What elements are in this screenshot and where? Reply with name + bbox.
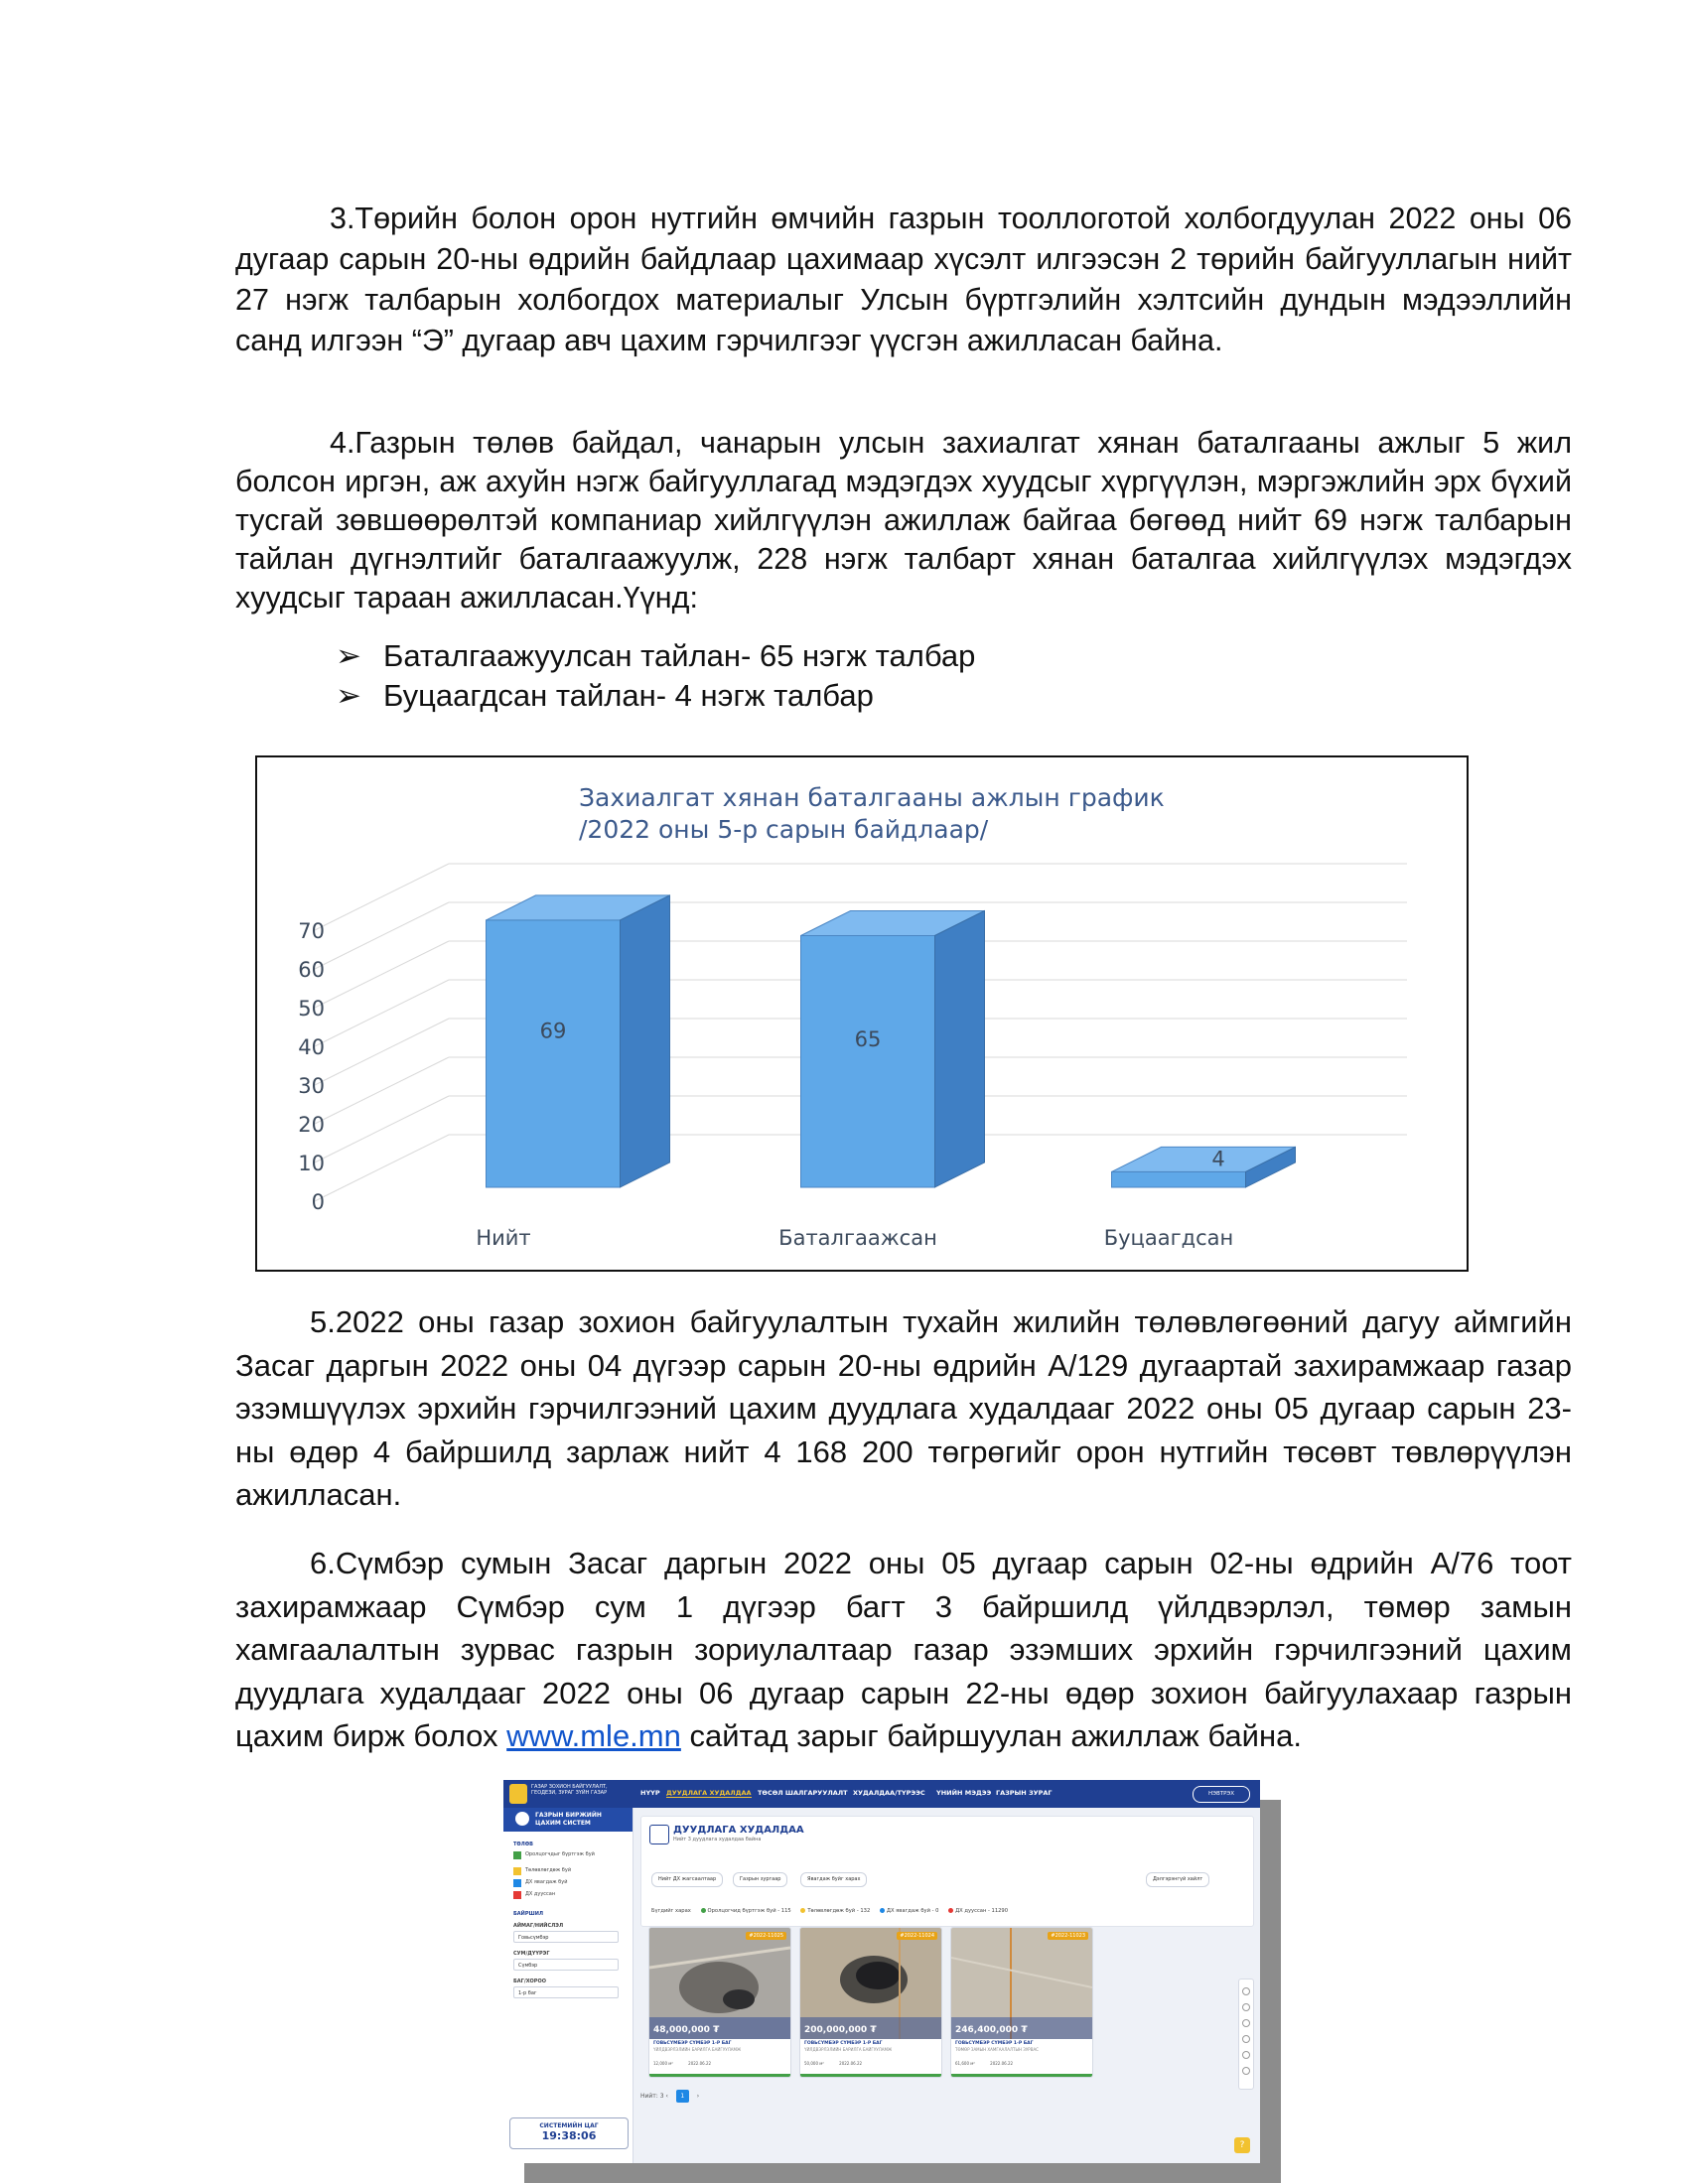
list-item: ➢ Буцаагдсан тайлан- 4 нэгж талбар (336, 676, 975, 716)
status-red-icon[interactable] (513, 1891, 521, 1899)
auction-card[interactable]: #2022-11023 246,400,000 ₮ ГОВЬСҮМБЭР СҮМБЭР 1-Р БАГ ТӨМӨР ЗАМЫН ХАМГААЛАЛТЫН ЗУРВАС 61,600 м² 2022.06.22 (950, 1927, 1093, 2078)
tool-icon[interactable] (1242, 2003, 1250, 2011)
data-label: 65 (854, 1027, 882, 1052)
bar-chart (255, 755, 1469, 1272)
bar-side (621, 895, 670, 1187)
chart-subtitle: /2022 оны 5-р сарын байдлаар/ (579, 815, 989, 844)
x-tick-label: Баталгаажсан (778, 1226, 937, 1250)
location-label: БАЙРШИЛ (513, 1911, 544, 1917)
gridline-side (315, 1057, 449, 1124)
nav-project[interactable]: ТӨСӨЛ ШАЛГАРУУЛАЛТ (758, 1789, 848, 1797)
auction-icon (649, 1825, 669, 1844)
arrow-bullet-icon: ➢ (336, 638, 361, 673)
date-value: 2022.06.22 (839, 2061, 863, 2066)
map-toolbar (1238, 1979, 1254, 2090)
auction-title: ДУУДЛАГА ХУДАЛДАА (673, 1825, 804, 1836)
map-view-button[interactable]: Газрын зургаар (733, 1872, 787, 1887)
paragraph-3: 3.Төрийн болон орон нутгийн өмчийн газрын тооллоготой холбогдуулан 2022 оны 06 дугаар сарын 20-ны өдрийн байдлаар цахимаар хүсэлт илгээсэн 2 төрийн байгууллагын нийт 27 нэгж талбарын холбогдох материалыг Улсын бүртгэлийн хэлтсийн дундын мэдээллийн санд илгээн “Э” дугаар авч цахим гэрчилгээг үүсгэн ажилласан байна. (235, 202, 1572, 357)
lot-badge: #2022-11023 (1048, 1932, 1088, 1940)
pin-icon (515, 1812, 529, 1826)
y-tick-label: 10 (298, 1152, 325, 1175)
gridline-side (315, 1019, 449, 1085)
y-tick-label: 60 (298, 958, 325, 982)
aimag-select[interactable]: Говьсүмбэр (513, 1931, 619, 1943)
data-label: 69 (539, 1019, 567, 1043)
next-page-icon[interactable]: › (696, 2093, 700, 2100)
pagination: Нийт: 3 ‹ 1 › (640, 2090, 699, 2103)
chart-title: Захиалгат хянан баталгааны ажлын график (579, 783, 1165, 812)
paragraph-6: 6.Сүмбэр сумын Засаг даргын 2022 оны 05 дугаар сарын 02-ны өдрийн А/76 тоот захирамжаар Сүмбэр сум 1 дүгээр багт 3 байршилд үйлдвэрлэл, төмөр замын хамгаалалтын зурвас газрын зориулалтаар газар эзэмших эрхийн гэрчилгээний цахим дуудлага худалдааг 2022 оны 06 дугаар сарын 22-ны өдөр зохион байгуулахаар газрын цахим бирж болох www.mle.mn сайтад зарыг байршуулан ажиллаж байна. (235, 1546, 1572, 1753)
arrow-bullet-icon: ➢ (336, 678, 361, 713)
bar-front (487, 920, 621, 1187)
tool-icon[interactable] (1242, 2019, 1250, 2027)
data-label: 4 (1211, 1147, 1225, 1171)
prev-page-icon[interactable]: ‹ (665, 2093, 668, 2100)
bag-select[interactable]: 1-р баг (513, 1986, 619, 1998)
ongoing-view-button[interactable]: Явагдаж буйг харах (800, 1872, 867, 1887)
paragraph-5: 5.2022 оны газар зохион байгуулалтын тухайн жилийн төлөвлөгөөний дагуу аймгийн Засаг даргын 2022 оны 04 дүгээр сарын 20-ны өдрийн А/129 дугаартай захирамжаар газар эзэмшүүлэх эрхийн гэрчилгээний цахим дуудлага худалдааг 2022 оны 05 дугаар сарын 23-ны өдөр 4 байршилд зарлаж нийт 4 168 200 төгрөгийг орон нутгийн төсөвт төвлөрүүлэн ажилласан. (235, 1304, 1572, 1512)
date-value: 2022.06.22 (688, 2061, 712, 2066)
y-tick-label: 20 (298, 1113, 325, 1137)
status-blue-icon[interactable] (513, 1879, 521, 1887)
system-header: ГАЗРЫН БИРЖИЙН ЦАХИМ СИСТЕМ (503, 1808, 633, 1832)
auction-card[interactable]: #2022-11024 200,000,000 ₮ ГОВЬСҮМБЭР СҮМБЭР 1-Р БАГ ҮЙЛДВЭРЛЭЛИЙН БАРИЛГА БАЙГУУЛАМЖ 50,000 м² 2022.06.22 (799, 1927, 942, 2078)
satellite-image (649, 1928, 790, 2039)
list-item: ➢ Баталгаажуулсан тайлан- 65 нэгж талбар (336, 636, 975, 676)
tool-icon[interactable] (1242, 1987, 1250, 1995)
embedded-screenshot (503, 1780, 1260, 2163)
bar-side (935, 911, 985, 1188)
org-name: ГАЗАР ЗОХИОН БАЙГУУЛАЛТ, ГЕОДЕЗИ, ЗУРАГ ЗҮЙН ГАЗАР (531, 1784, 608, 1796)
list-view-button[interactable]: Нийт ДХ жагсаалтаар (651, 1872, 723, 1887)
lot-price: 48,000,000 ₮ (653, 2025, 720, 2035)
status-green-icon[interactable] (513, 1851, 521, 1859)
nav-home[interactable]: НҮҮР (640, 1789, 660, 1797)
auction-panel (640, 1816, 1254, 1927)
tool-icon[interactable] (1242, 2035, 1250, 2043)
x-tick-label: Нийт (476, 1226, 531, 1250)
sidebar: ГАЗАР ЗОХИОН БАЙГУУЛАЛТ, ГЕОДЕЗИ, ЗУРАГ ЗҮЙН ГАЗАР ГАЗРЫН БИРЖИЙН ЦАХИМ СИСТЕМ ТӨЛӨВ Оролцогчдыг бүртгэж буй Төлөвлөгдөж буй ДХ явагдаж буй ДХ дууссан БАЙРШИЛ АЙМАГ/НИЙСЛЭЛ Говьсүмбэр СУМ/ДҮҮРЭГ Сүмбэр БАГ/ХОРОО 1-р баг СИСТЕМИЙН ЦАГ 19:38:06 (503, 1780, 633, 2163)
gridline-side (315, 1135, 449, 1201)
y-tick-label: 50 (298, 997, 325, 1021)
system-clock: СИСТЕМИЙН ЦАГ 19:38:06 (509, 2117, 629, 2149)
gridline-side (315, 980, 449, 1046)
y-tick-label: 40 (298, 1035, 325, 1059)
area-value: 61,600 м² (955, 2061, 975, 2066)
top-nav (633, 1780, 1260, 1808)
nav-trade[interactable]: ХУДАЛДАА/ТҮРЭЭС (853, 1789, 925, 1797)
gridline-side (315, 902, 449, 969)
login-button[interactable]: НЭВТРЭХ (1193, 1786, 1250, 1803)
date-value: 2022.06.22 (990, 2061, 1014, 2066)
satellite-image (800, 1928, 941, 2039)
paragraph-4: 4.Газрын төлөв байдал, чанарын улсын захиалгат хянан баталгааны ажлыг 5 жил болсон иргэн, аж ахуйн нэгж байгууллагад мэдэгдэх хуудсыг хүргүүлэн, мэргэжлийн эрх бүхий тусгай зөвшөөрөлтэй компаниар хийлгүүлэн ажиллаж байгаа бөгөөд нийт 69 нэгж талбарын тайлан дүгнэлтийг баталгаажуулж, 228 нэгж талбарт хянан баталгаа хийлгүүлэх мэдэгдэх хуудсыг тараан ажилласан.Үүнд: (235, 426, 1572, 614)
advanced-search-button[interactable]: Дэлгэрэнгүй хайлт (1146, 1872, 1209, 1887)
tool-icon[interactable] (1242, 2067, 1250, 2075)
bullet-list (336, 636, 975, 716)
satellite-image (951, 1928, 1092, 2039)
nav-auction[interactable]: ДУУДЛАГА ХУДАЛДАА (666, 1789, 752, 1797)
x-tick-label: Буцаагдсан (1103, 1226, 1234, 1250)
tool-icon[interactable] (1242, 2051, 1250, 2059)
y-tick-label: 30 (298, 1074, 325, 1098)
lot-price: 246,400,000 ₮ (955, 2025, 1028, 2035)
bar-front (801, 936, 935, 1188)
gridline-side (315, 941, 449, 1008)
y-tick-label: 0 (311, 1190, 325, 1214)
nav-price[interactable]: ҮНИЙН МЭДЭЭ (936, 1789, 992, 1797)
gridline-side (315, 1096, 449, 1162)
lot-badge: #2022-11024 (897, 1932, 937, 1940)
area-value: 12,000 м² (653, 2061, 673, 2066)
lot-price: 200,000,000 ₮ (804, 2025, 877, 2035)
emblem-icon (509, 1784, 527, 1804)
area-value: 50,000 м² (804, 2061, 824, 2066)
status-legend: Бүгдийг харах Оролцогчид бүртгэж буй - 115 Төлөвлөгдөж буй - 132 ДХ явагдаж буй - 0 ДХ дууссан - 11290 (651, 1908, 1009, 1914)
y-tick-label: 70 (298, 919, 325, 943)
sum-select[interactable]: Сүмбэр (513, 1959, 619, 1971)
status-yellow-icon[interactable] (513, 1867, 521, 1875)
page-button[interactable]: 1 (676, 2090, 689, 2103)
mle-link[interactable]: www.mle.mn (506, 1718, 681, 1753)
lot-badge: #2022-11025 (746, 1932, 786, 1940)
help-icon[interactable]: ? (1234, 2137, 1250, 2153)
filter-label: ТӨЛӨВ (513, 1842, 533, 1847)
bar-front (1112, 1171, 1246, 1187)
auction-card[interactable]: #2022-11025 48,000,000 ₮ ГОВЬСҮМБЭР СҮМБЭР 1-Р БАГ ҮЙЛДВЭРЛЭЛИЙН БАРИЛГА БАЙГУУЛАМЖ 12,000 м² 2022.06.22 (648, 1927, 791, 2078)
gridline-side (315, 864, 449, 930)
auction-desc: Нийт 3 дуудлага худалдаа байна (673, 1837, 762, 1843)
nav-map[interactable]: ГАЗРЫН ЗУРАГ (996, 1789, 1053, 1797)
